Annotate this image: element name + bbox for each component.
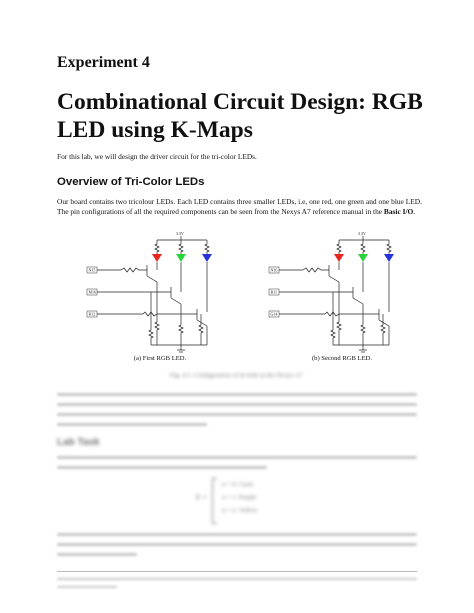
function-cases [222,478,258,517]
pin-label: G14 [270,311,278,317]
green-led-icon [176,254,186,262]
blue-led-icon [384,254,394,262]
figure-caption-a: (a) First RGB LED. [133,355,187,362]
page-title: Combinational Circuit Design: RGB LED using K-Maps [57,89,423,143]
green-led-icon [358,254,368,262]
pin-label: R11 [270,289,278,295]
body-paragraph [57,197,422,216]
vcc-label: 3.3V [176,231,184,236]
lab-task-heading: Lab Task [57,437,100,448]
paragraph-end: . [413,206,416,216]
function-lhs: F = [196,493,207,502]
pin-label: N15 [88,267,96,273]
blue-led-icon [202,254,212,262]
section-heading: Overview of Tri-Color LEDs [57,176,205,188]
intro-text: For this lab, we will design the driver circuit for the tri-color LEDs. [57,152,257,161]
figure-caption: Fig. 4.1: Configuration of tri-leds in the Nexys A7 [170,372,303,379]
case-row: n = 0: Cyan [222,481,254,488]
red-led-icon [334,254,344,262]
figure-caption-b: (b) Second RGB LED. [311,355,373,362]
chapter-heading: Experiment 4 [57,54,150,71]
paragraph-text: Our board contains two tricolour LEDs. Each LED contains three smaller LEDs, i.e, one red, one green and one blue LED. The pin configurations of all the required components can be seen from the Nexys A7 reference manual in the [57,197,422,216]
vcc-label: 3.3V [358,231,366,236]
footnote-rule [57,571,417,572]
pin-label: R12 [88,311,96,317]
paragraph-bold: Basic I/O [383,206,414,216]
pin-label: N16 [270,267,278,273]
case-row: n = 2: Yellow [222,507,258,514]
circuit-diagram-b [267,230,407,360]
circuit-diagram-a [85,230,225,360]
brace [212,478,217,524]
case-row: n = 1: Purple [222,494,257,501]
red-led-icon [152,254,162,262]
pin-label: M16 [88,289,97,295]
